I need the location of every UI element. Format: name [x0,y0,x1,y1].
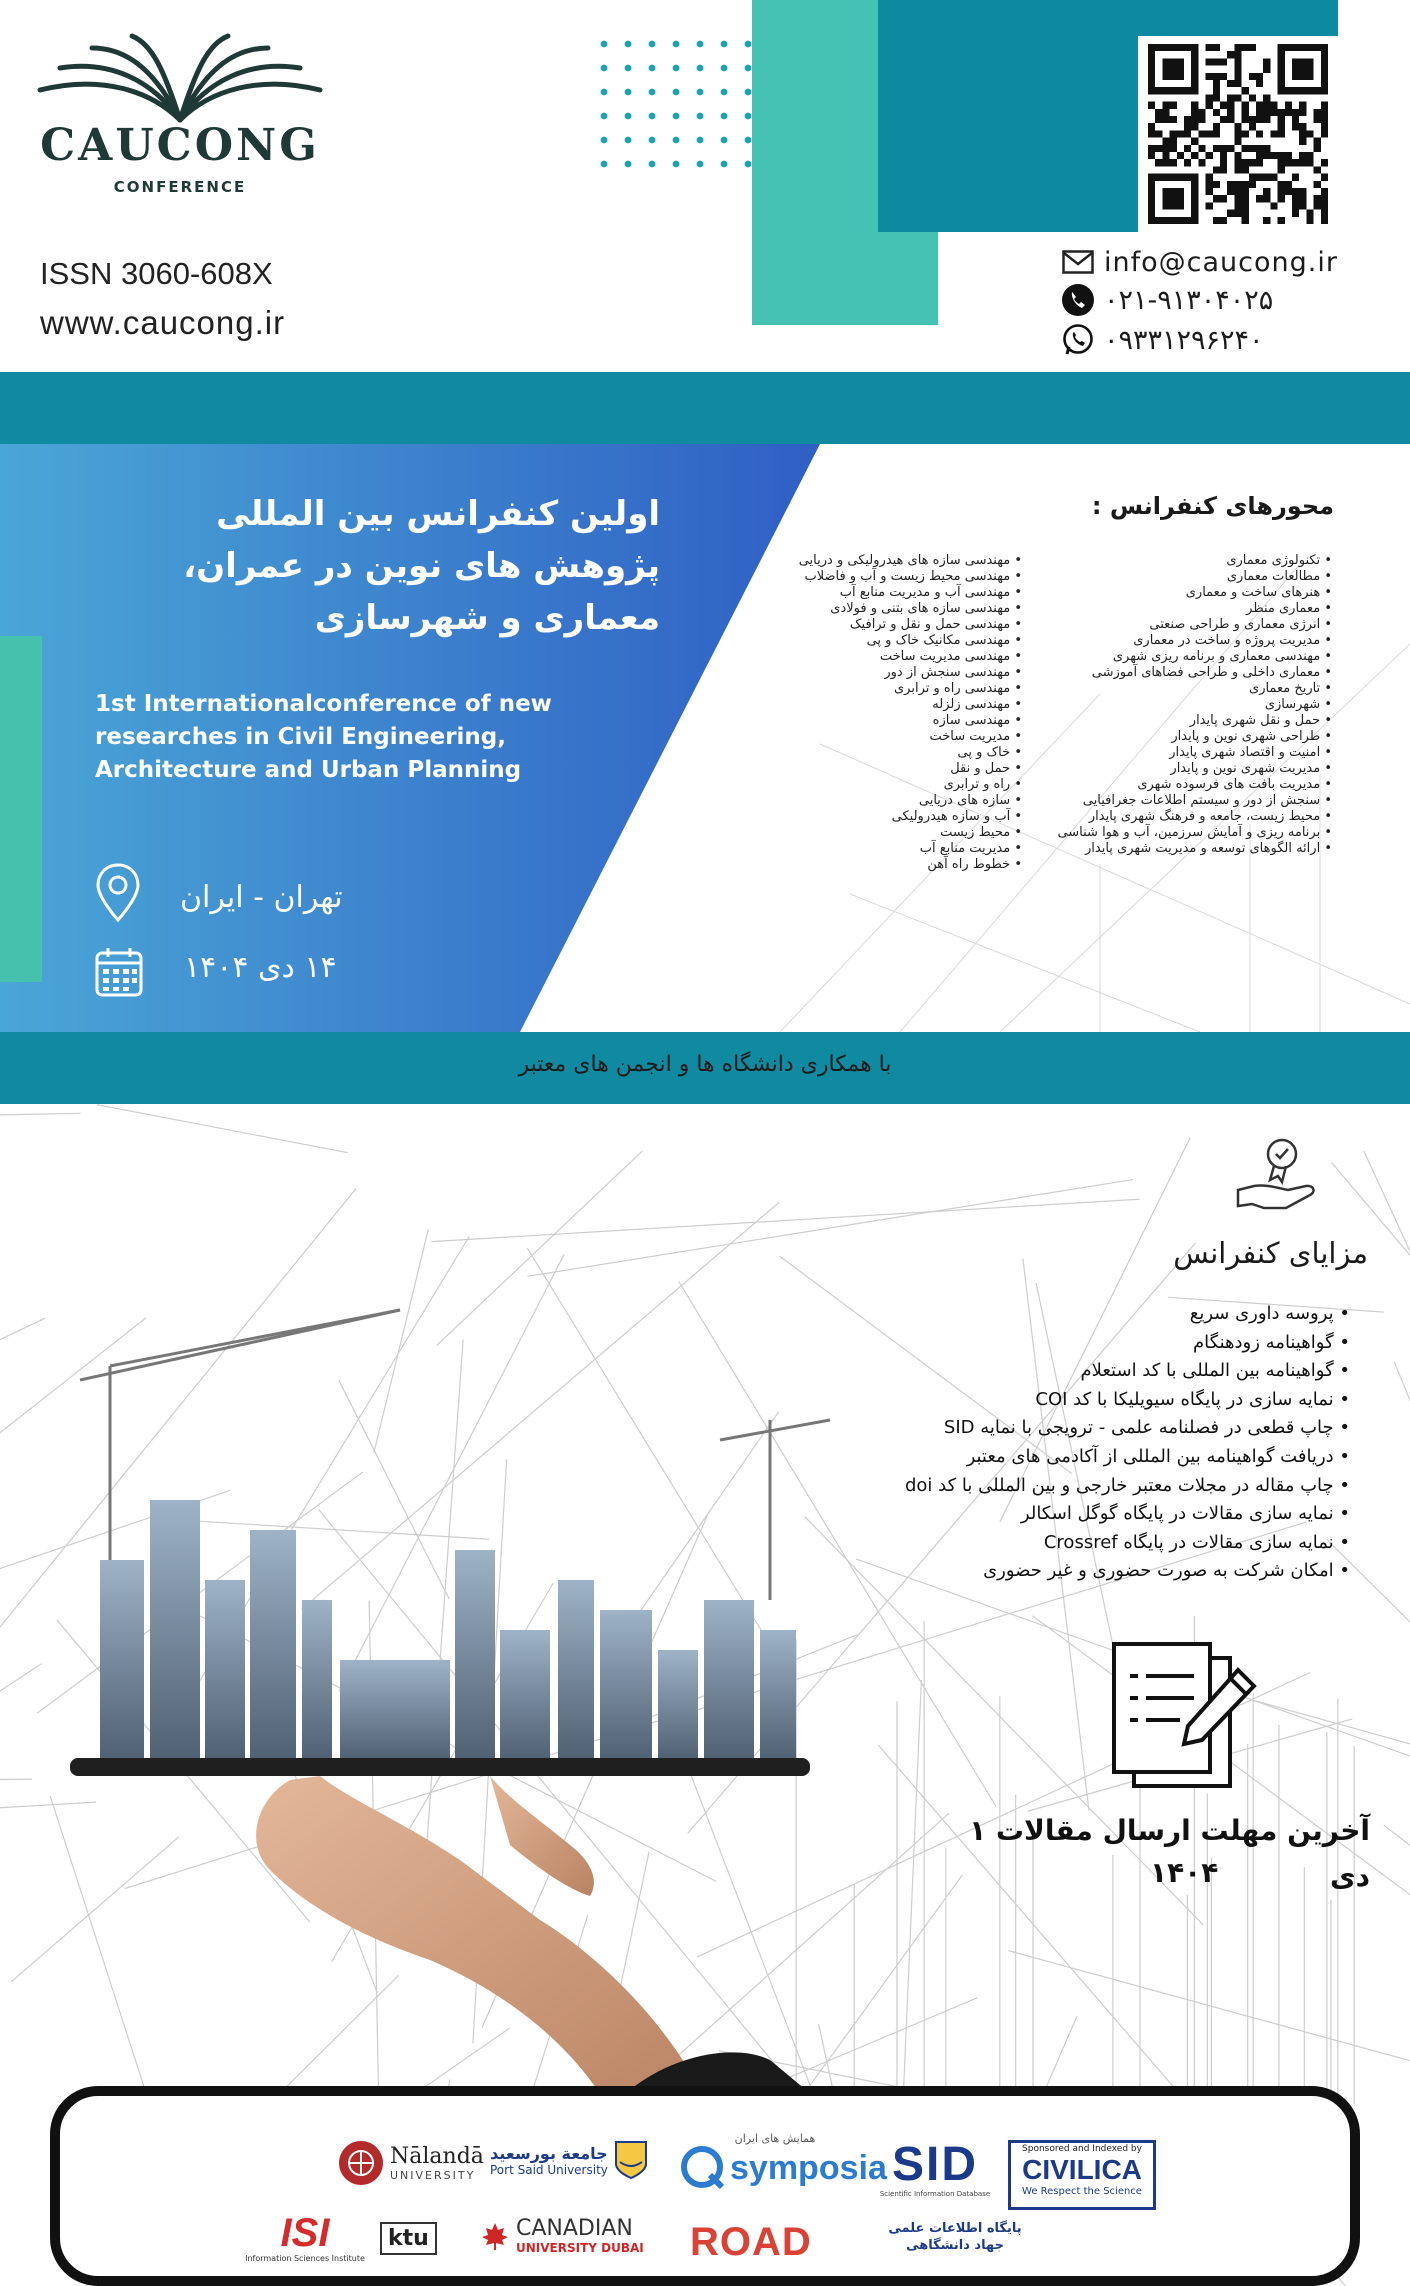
contact-email[interactable] [1060,244,1338,280]
topic-item: • امنیت و اقتصاد شهری پایدار [1032,745,1332,761]
topic-item: • خاک و پی [782,745,1022,761]
phone-icon [1060,282,1096,318]
deadline-text: آخرین مهلت ارسال مقالات ۱ دی [969,1814,1370,1893]
topic-item: • مهندسی معماری و برنامه ریزی شهری [1032,649,1332,665]
topic-item: • انرژی معماری و طراحی صنعتی [1032,617,1332,633]
topic-item: • برنامه ریزی و آمایش سرزمین، آب و هوا شناسی [1032,825,1332,841]
topic-item: • خطوط راه آهن [782,857,1022,873]
port-said-logo[interactable] [490,2140,680,2180]
benefit-item: • چاپ مقاله در مجلات معتبر خارجی و بین المللی با کد doi [830,1472,1350,1501]
topic-item: • مهندسی مدیریت ساخت [782,649,1022,665]
canadian-university-logo[interactable] [480,2216,680,2255]
topic-item: • مهندسی آب و مدیریت منابع آب [782,585,1022,601]
logo-name: CAUCONG [40,120,320,171]
civilica-logo[interactable] [1008,2140,1156,2210]
whatsapp-icon [1060,322,1096,358]
topic-item: • ارائه الگوهای توسعه و مدیریت شهری پایدار [1032,841,1332,857]
topic-item: • مدیریت پروژه و ساخت در معماری [1032,633,1332,649]
topic-item: • تاریخ معماری [1032,681,1332,697]
symposia-top: همایش های ایران [734,2132,816,2145]
nalanda-logo[interactable] [338,2140,488,2186]
sid-name: SID [891,2138,978,2191]
benefit-item: • نمایه سازی در پایگاه سیویلیکا با کد COI [830,1386,1350,1415]
benefit-item: • نمایه سازی مقالات در پایگاه Crossref [830,1529,1350,1558]
topic-item: • محیط زیست [782,825,1022,841]
topic-item: • شهرسازی [1032,697,1332,713]
topic-item: • مهندسی زلزله [782,697,1022,713]
topic-item: • حمل و نقل شهری پایدار [1032,713,1332,729]
topic-item: • حمل و نقل [782,761,1022,777]
qr-code[interactable] [1138,36,1338,232]
open-book-icon [30,30,330,130]
topic-item: • محیط زیست، جامعه و فرهنگ شهری پایدار [1032,809,1332,825]
canadian-sub: UNIVERSITY DUBAI [516,2241,644,2255]
sid-logo[interactable] [870,2140,1000,2198]
topic-item: • مدیریت منابع آب [782,841,1022,857]
topic-item: • تکنولوژی معماری [1032,553,1332,569]
location-text: تهران - ایران [180,880,343,915]
topics-heading: محورهای کنفرانس : [1091,492,1334,520]
benefit-item: • گواهینامه بین المللی با کد استعلام [830,1357,1350,1386]
topic-item: • مهندسی راه و ترابری [782,681,1022,697]
symposia-q-icon [680,2145,726,2191]
benefit-item: • گواهینامه زودهنگام [830,1329,1350,1358]
topic-item: • سنجش از دور و سیستم اطلاعات جغرافیایی [1032,793,1332,809]
sponsors-strip [50,2086,1360,2286]
topic-item: • مدیریت بافت های فرسوده شهری [1032,777,1332,793]
symposia-logo[interactable] [680,2132,887,2191]
civilica-sub: We Respect the Science [1022,2186,1142,2197]
nalanda-emblem-icon [338,2140,384,2186]
deadline-year: ۱۴۰۴ [1150,1856,1219,1889]
topic-item: • مهندسی محیط زیست و آب و فاضلاب [782,569,1022,585]
nalanda-name: Nālandā [390,2144,484,2169]
qr-code-icon [1146,44,1330,224]
benefit-item: • چاپ قطعی در فصلنامه علمی - ترویجی با نمایه SID [830,1414,1350,1443]
topic-item: • مهندسی حمل و نقل و ترافیک [782,617,1022,633]
conference-title-fa: اولین کنفرانس بین المللی پژوهش های نوین در عمران، معماری و شهرسازی [183,494,660,638]
benefit-item: • دریافت گواهینامه بین المللی از آکادمی های معتبر [830,1443,1350,1472]
port-said-en: Port Said University [490,2162,608,2177]
location-pin-icon [94,862,142,924]
jihad-logo[interactable]: پایگاه اطلاعات علمی جهاد دانشگاهی [888,2221,1022,2253]
benefits-list [830,1300,1350,1586]
collaboration-label: با همکاری دانشگاه ها و انجمن های معتبر [518,1052,892,1077]
ktu-name: ktu [380,2222,437,2255]
civilica-top: Sponsored and Indexed by [1022,2144,1142,2154]
benefit-item: • نمایه سازی مقالات در پایگاه گوگل اسکالر [830,1500,1350,1529]
email-text: info@caucong.ir [1104,246,1338,278]
topic-item: • سازه های دریایی [782,793,1022,809]
canadian-name: CANADIAN [516,2216,633,2241]
mobile-text: ۰۹۳۳۱۲۹۶۲۴۰ [1104,324,1264,356]
topic-item: • مهندسی مکانیک خاک و پی [782,633,1022,649]
civilica-name: CIVILICA [1022,2154,1142,2185]
maple-leaf-icon [480,2221,510,2251]
topic-item: • مطالعات معماری [1032,569,1332,585]
document-pen-icon [1106,1636,1266,1796]
isi-sub: Information Sciences Institute [245,2254,365,2263]
phone-text: ۰۲۱-۹۱۳۰۴۰۲۵ [1104,284,1274,316]
contact-mobile[interactable] [1060,322,1264,358]
conference-title-en: 1st Internationalconference of new researches in Civil Engineering, Architecture and Urban Planning [95,691,552,783]
contact-phone[interactable] [1060,282,1273,318]
collaboration-text [0,1052,1410,1077]
topic-item: • معماری منظر [1032,601,1332,617]
road-name: ROAD [690,2220,812,2264]
topic-item: • مهندسی سازه های هیدرولیکی و دریایی [782,553,1022,569]
benefit-item: • پروسه داوری سریع [830,1300,1350,1329]
topic-item: • مهندسی سنجش از دور [782,665,1022,681]
topic-item: • طراحی شهری نوین و پایدار [1032,729,1332,745]
award-hand-icon [1234,1128,1324,1218]
nalanda-sub: UNIVERSITY [390,2169,476,2182]
topics-list-right [1032,553,1332,857]
logo [30,30,330,200]
ktu-logo[interactable] [380,2222,470,2255]
topic-item: • مدیریت ساخت [782,729,1022,745]
logo-subtitle: CONFERENCE [113,178,247,196]
road-logo[interactable] [690,2220,850,2265]
hero-teal-tab [0,636,42,982]
topic-item: • معماری داخلی و طراحی فضاهای آموزشی [1032,665,1332,681]
topic-item: • هنرهای ساخت و معماری [1032,585,1332,601]
date-text: ۱۴ دی ۱۴۰۴ [184,950,337,985]
topic-item: • مهندسی سازه های بتنی و فولادی [782,601,1022,617]
calendar-icon [94,946,144,998]
topic-item: • آب و سازه هیدرولیکی [782,809,1022,825]
topic-item: • راه و ترابری [782,777,1022,793]
benefit-item: • امکان شرکت به صورت حضوری و غیر حضوری [830,1557,1350,1586]
website-link[interactable]: www.caucong.ir [40,304,286,341]
issn-number: ISSN 3060-608X [40,256,273,291]
mail-icon [1060,244,1096,280]
symposia-name: symposia [730,2148,887,2187]
top-band [0,372,1410,444]
sid-sub: Scientific Information Database [879,2190,991,2198]
city-on-tablet-illustration [70,1300,850,2110]
port-said-fa: جامعة بورسعيد [490,2143,608,2163]
isi-name: ISI [280,2211,330,2255]
port-said-crest-icon [614,2140,648,2180]
benefits-heading: مزایای کنفرانس [1173,1236,1368,1270]
topics-list-left [782,553,1022,873]
isi-logo[interactable] [240,2212,370,2263]
topic-item: • مهندسی سازه [782,713,1022,729]
topic-item: • مدیریت شهری نوین و پایدار [1032,761,1332,777]
